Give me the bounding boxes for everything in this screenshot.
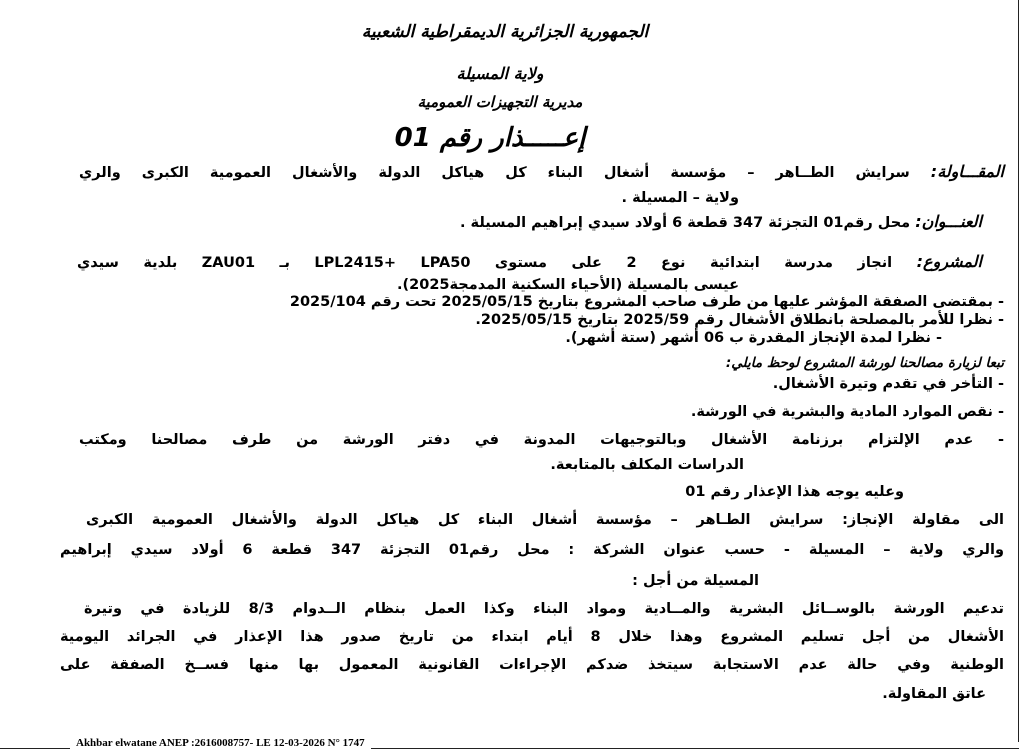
project-label: المشروع:: [916, 252, 982, 271]
contractor-text: سرايش الطــاهر – مؤسسة أشغال البناء كل هياكل الدولة والأشغال العمومية الكبرى والري: [79, 165, 910, 181]
address-text: محل رقم01 التجزئة 347 قطعة 6 أولاد سيدي إبراهيم المسيلة .: [460, 215, 911, 231]
notice-body: الوطنية وفي حالة عدم الاستجابة سيتخذ ضدكم الإجراءات القانونية المعمول بها منها فســخ الصفقة على: [60, 657, 1004, 673]
publication-footer: Akhbar elwatane ANEP :2616008757- LE 12-03-2026 N° 1747: [70, 737, 371, 749]
finding-item: - عدم الإلتزام برزنامة الأشغال وبالتوجيهات المدونة في دفتر الورشة من طرف مصالحنا ومكتب: [79, 432, 1004, 448]
contractor-line: [79, 162, 1004, 183]
notice-recipient: والري ولاية – المسيلة - حسب عنوان الشركة : محل رقم01 التجزئة 347 قطعة 6 أولاد سيدي إبراهيم: [60, 542, 1004, 558]
project-line-2: عيسى بالمسيلة (الأحياء السكنية المدمجة2025).: [397, 277, 739, 293]
notice-body: عاتق المقاولة.: [882, 686, 986, 702]
contractor-label: المقـــاولة:: [930, 162, 1004, 181]
notice-recipient: المسيلة من أجل :: [632, 573, 759, 589]
notice-title: إعـــــذار رقم 01: [394, 123, 586, 153]
notice-recipient: الى مقاولة الإنجاز: سرايش الطـاهر – مؤسسة أشغال البناء كل هياكل الدولة والأشغال العمومية الكبرى: [86, 512, 1004, 528]
consideration-item: - نظرا لمدة الإنجاز المقدرة ب 06 أشهر (ستة أشهر).: [565, 330, 942, 346]
wilaya-heading: ولاية المسيلة: [456, 64, 544, 83]
notice-body: الأشغال من أجل تسليم المشروع وهذا خلال 8 أيام ابتداء من تاريخ صدور هذا الإعذار في الجرائد اليومية: [60, 629, 1005, 645]
consideration-item: - بمقتضى الصفقة المؤشر عليها من طرف صاحب المشروع بتاريخ 2025/05/15 تحت رقم 2025/104: [289, 294, 1004, 310]
project-text: انجاز مدرسة ابتدائية نوع 2 على مستوى LPL2415+ LPA50 بـ ZAU01 بلدية سيدي: [77, 255, 893, 271]
page-border: [1018, 0, 1019, 742]
consideration-item: - نظرا للأمر بالمصلحة بانطلاق الأشغال رقم 2025/59 بتاريخ 2025/05/15.: [475, 312, 1004, 328]
directorate-heading: مديرية التجهيزات العمومية: [417, 93, 583, 111]
notice-body: تدعيم الورشة بالوســائل البشرية والمــادية ومواد البناء وكذا العمل بنظام الــدوام 8/3 للزيادة في وتيرة: [84, 601, 1004, 617]
contractor-line-2: ولاية – المسيلة .: [621, 190, 739, 206]
notice-intro: وعليه يوجه هذا الإعذار رقم 01: [685, 484, 904, 500]
project-line: [77, 252, 982, 273]
finding-item: الدراسات المكلف بالمتابعة.: [550, 457, 744, 473]
address-label: العنـــوان:: [915, 212, 982, 231]
finding-item: - نقص الموارد المادية والبشرية في الورشة.: [690, 404, 1004, 420]
republic-heading: الجمهورية الجزائرية الديمقراطية الشعبية: [361, 22, 649, 42]
finding-item: - التأخر في تقدم وتيرة الأشغال.: [772, 376, 1004, 392]
visit-intro: تبعا لزيارة مصالحنا لورشة المشروع لوحظ مايلي:: [725, 355, 1004, 371]
address-line: [460, 212, 982, 233]
